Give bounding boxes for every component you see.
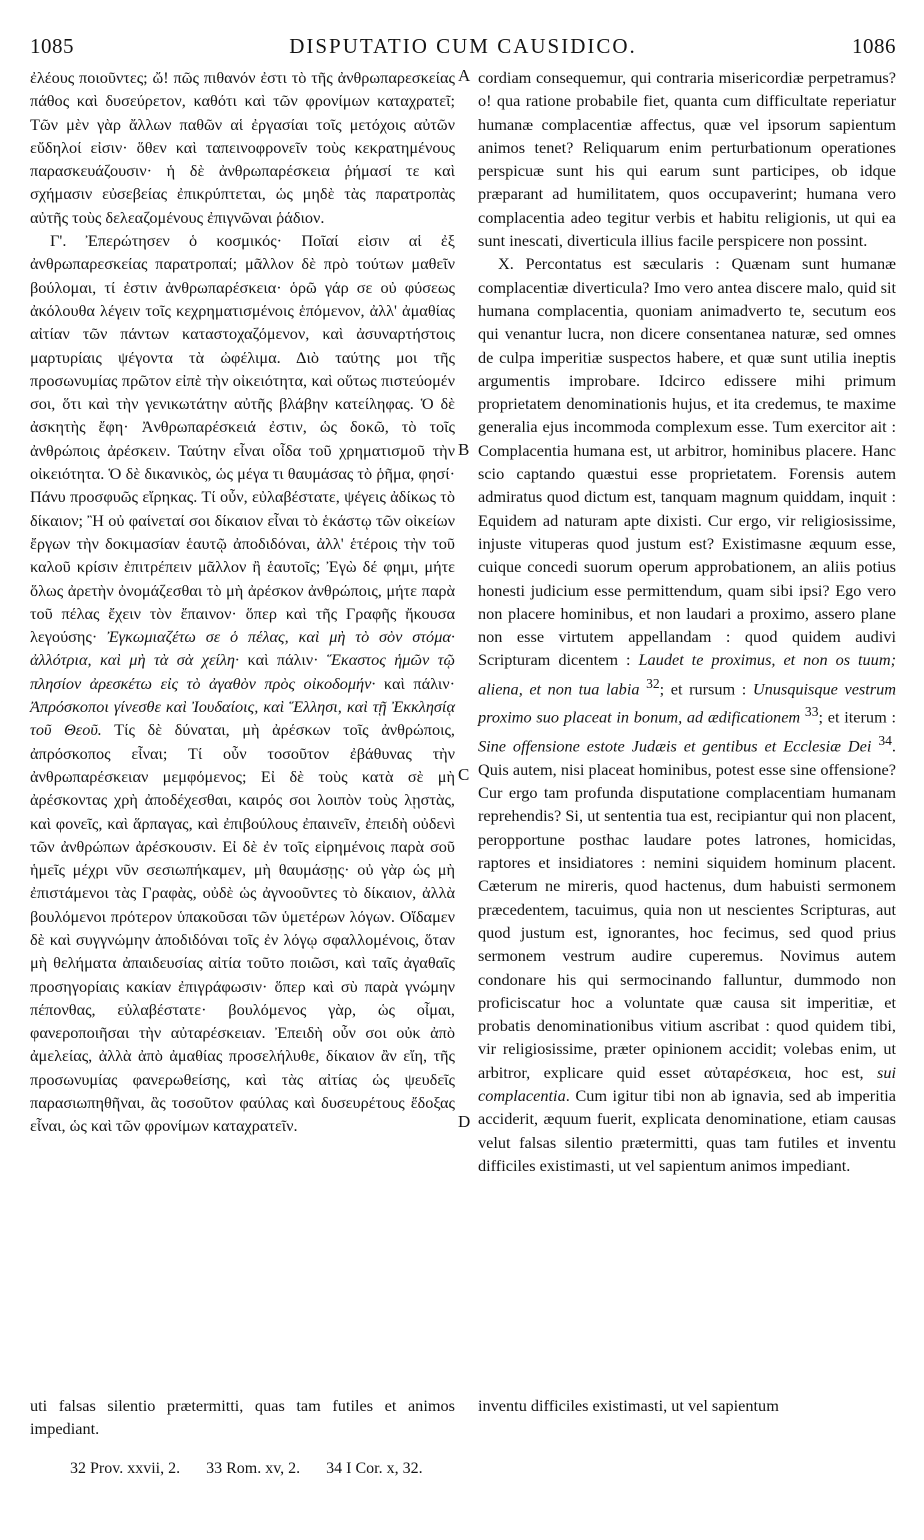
running-title: DISPUTATIO CUM CAUSIDICO. xyxy=(289,34,637,58)
greek-column xyxy=(30,66,455,1138)
latin-text: ; et rursum : xyxy=(659,679,747,699)
greek-quote: Ἀπρόσκοποι γίνεσθε καὶ Ἰουδαίοις, καὶ Ἕλλησι, καὶ τῇ Ἐκκλησίᾳ τοῦ Θεοῦ. xyxy=(30,697,455,740)
greek-text: καὶ πάλιν· xyxy=(247,650,319,670)
latin-paragraph-2 xyxy=(478,252,896,1177)
footnote-ref: 32 xyxy=(646,675,660,691)
bottom-latin-left: uti falsas silentio prætermitti, quas tam futiles et animos impediant. xyxy=(30,1396,455,1438)
page-number-right: 1086 xyxy=(852,34,896,58)
greek-text: Τίς δὲ δύναται, μὴ ἀρέσκων τοῖς ἀνθρώποις, ἀπρόσκοπος εἶναι; Τί οὖν τοσοῦτον ἐβάθυνας τὴν ἀνθρωπαρέσκειαν μεμφόμενος; Εἰ δὲ τοὺς κατὰ σὲ μὴ ἀρέσκοντας χρὴ ἀποδέχεσθαι, καιρός σοι λοιπὸν τοὺς λῃστὰς, καὶ φονεῖς, καὶ ἅρπαγας, καὶ ἐπιβούλους ἐπαινεῖν, ἐπειδὴ οὐδενὶ τῶν ἀνθρώπων ἀρέσκουσιν. Εἰ δὲ ἐν τοῖς εἰρημένοις παρὰ σοῦ ἡμεῖς μέχρι νῦν σεσιωπήκαμεν, μὴ θαυμάσῃς· οὐ γὰρ ὡς μὴ ἐπιστάμενοι τὰς Γραφὰς, οὐδὲ ὡς ἀγνοοῦντες τὸ δίκαιον, ἀλλὰ βουλόμενοι πρότερον ὑπακοῦσαι τῶν ὑμετέρων λόγων. Οἴδαμεν δὲ καὶ συγγνώμην ἀποδιδόναι τοῖς ἐν λόγῳ σφαλλομένοις, ὅταν μὴ θελήματα ἀπαιδευσίας αἰτία τοῦτο ποιῶσι, καὶ ταῖς ἀγαθαῖς προσηγορίαις κακίαν ἐπιγράφωσιν· ὅπερ καὶ σὺ παρὰ γνώμην πέπονθας, εὐλαβέστατε· βουλόμενος γὰρ, ὡς οἶμαι, φανεροποιῆσαι τὴν αὐταρέσκειαν. Ἐπειδὴ οὖν σοι οὐκ ἀπὸ ἀμελείας, ἀλλὰ ἀπὸ ἀμαθίας προσελήλυθε, δίκαιον ἂν εἴη, τῆς προσωνυμίας φανερωθείσης, καὶ τὰς αἰτίας ὡς ψευδεῖς παρασιωπηθῆναι, ἃς τοσοῦτον φαύλας καὶ δυσευρέτους ἔδοξας εἶναι, ὡς καὶ τῶν φρονίμων καταχρατεῖν. xyxy=(30,720,455,1136)
footnotes xyxy=(70,1460,445,1478)
greek-paragraph-1: ἐλέους ποιοῦντες; ὤ! πῶς πιθανόν ἐστι τὸ τῆς ἀνθρωπαρεσκείας πάθος καὶ δυσεύρετον, καθότι καὶ τῶν φρονίμων καταχρατεῖ; Τῶν μὲν γὰρ ἄλλων παθῶν αἱ ἐργασίαι τοῖς μετόχοις αὐτῶν εὔδηλοί εἰσιν· ὅθεν καὶ ταπεινοφρονεῖν τοὺς κεκρατημένους παρασκευάζουσιν· ἡ δὲ ἀνθρωπαρέσκεια ῥήμασί τε καὶ σχήμασιν εὐσεβείας ἐπικρύπτεται, ὡς μηδὲ τὰς παρατροπὰς αὐτῆς τοὺς δελεαζομένους ἐπιγνῶναι ῥάδιον. xyxy=(30,68,455,227)
latin-quote: Sine offensione estote Judæis et gentibus et Ecclesiæ Dei xyxy=(478,736,872,756)
latin-text: ; et iterum : xyxy=(818,707,896,727)
latin-text: . Cum igitur tibi non ab ignavia, sed ab imperitia acciderit, æquum fuerit, explicata denominatione, etiam causas velut falsas silentio prætermitti, quas tam futiles et inventu difficiles existimasti, ut vel sapientum animos impediant. xyxy=(478,1086,896,1175)
footnote-ref: 33 xyxy=(804,704,819,720)
greek-quote: Ἕκαστος ἡμῶν τῷ πλησίον ἀρεσκέτω εἰς τὸ ἀγαθὸν πρὸς οἰκοδομήν· xyxy=(30,650,456,693)
latin-text: X. Percontatus est sæcularis : Quænam sunt humanæ complacentiæ diverticula? Imo vero antea discere malo, quid sit humana complacentia, quoniam animadverto te, secutum eos qui venantur lucra, non dicere consentanea naturæ, sed omnes de culpa imperitiæ suspectos habere, et quæ sunt utilia ineptis argumentis improbare. Idcirco edissere mihi primum proprietatem denominationis hujus, et ita credemus, te maxime generalia ejus incommoda complexum esse. Tum exercitor ait : Complacentia humana est, ut arbitror, hominibus placere. Hanc scio captando quæstui esse proprietatem. Forensis autem admiratus quod dictum est, tanquam magnum quiddam, inquit : Equidem ad naturam apte dixisti. Cur ergo, vir religiosissime, injuste vituperas quod justum est? Existimasne æquum esse, cuique concedi suorum operum approbationem, an aliis potius honesti judicium esse permittendum, quam sibi ipsi? Ego vero non placere hominibus, et non laudari a proximo, assero plane non esse virtutem appellandam : quod quidem audivi Scripturam dicentem : xyxy=(478,254,896,670)
bottom-latin-right: inventu difficiles existimasti, ut vel sapientum xyxy=(478,1396,779,1415)
margin-marker: D xyxy=(458,1112,471,1131)
latin-column xyxy=(478,66,896,1177)
latin-paragraph-1: cordiam consequemur, qui contraria misericordiæ perpetramus? o! qua ratione probabile fiet, quanta cum difficultate reperiatur humanæ complacentiæ affectus, quæ vel ipsorum sapientum animos tenet? Reliquarum enim perturbationum operationes perspicuæ sunt his qui earum sunt participes, ob idque præparant ad humilitatem, quos occupaverint; humana vero complacentia adeo tegitur verbis et habitu religionis, ut qui ea sunt inescati, diverticula illius facile perspicere non possint. xyxy=(478,68,896,251)
margin-marker: A xyxy=(458,66,471,85)
latin-italic: sui complacentia xyxy=(478,1062,896,1106)
latin-quote: Laudet te proximus, et non os tuum; aliena, et non tua labia xyxy=(478,650,896,699)
footnote: 33 Rom. xv, 2. xyxy=(206,1460,301,1477)
footnote: 32 Prov. xxvii, 2. xyxy=(70,1460,181,1477)
greek-text: καὶ πάλιν· xyxy=(383,673,455,693)
page-number-left: 1085 xyxy=(30,34,74,58)
greek-quote: Ἐγκωμιαζέτω σε ὁ πέλας, καὶ μὴ τὸ σὸν στόμα· ἀλλότρια, καὶ μὴ τὰ σὰ χείλη· xyxy=(30,627,455,670)
footnote-ref: 34 xyxy=(878,733,892,749)
margin-marker: B xyxy=(458,440,470,459)
footnote: 34 I Cor. x, 32. xyxy=(326,1460,423,1477)
greek-text: Γ'. Ἐπερώτησεν ὁ κοσμικός· Ποῖαί εἰσιν αἱ ἐξ ἀνθρωπαρεσκείας παρατροπαί; μᾶλλον δὲ πρὸ τούτων μαθεῖν βούλομαι, τί ἐστιν ἀνθρωπαρέσκεια· ὁρῶ γάρ σε οὐ φύσεως ἀκόλουθα λέγειν τοῖς κεχρηματισμένοις ἑπόμενον, ἀλλ' ἀμαθίας αἰτίαν τῶν πάντων καταστοχαζόμενον, καὶ ἀσυναρτήστοις μαρτυρίαις ψέγοντα τὰ ὠφέλιμα. Διὸ ταύτης μοι τῆς προσωνυμίας πρῶτον εἰπὲ τὴν οἰκειότητα, καὶ οὕτως πιστεύομέν σοι, ὅτι καὶ τὴν γενικωτάτην αὐτῆς βλάβην κατείληφας. Ὁ δὲ ἀσκητὴς ἔφη· Ἀνθρωπαρέσκειά ἐστιν, ὡς δοκῶ, τὸ τοῖς ἀνθρώποις ἀρέσκειν. Ταύτην εἶναι οἶδα τοῦ χρηματισμοῦ τὴν οἰκειότητα. Ὁ δὲ δικανικὸς, ὡς μέγα τι θαυμάσας τὸ ῥῆμα, φησί· Πάνυ προσφυῶς εἴρηκας. Τί οὖν, εὐλαβέστατε, ψέγεις ἀδίκως τὸ δίκαιον; Ἢ οὐ φαίνεταί σοι δίκαιον εἶναι τὸ ἑκάστῳ τῶν οἰκείων ἔργων τὴν δοκιμασίαν ἑαυτῷ ἀποδιδόναι, ἀλλ' ἑτέροις τὴν τοῦ καλοῦ κρίσιν ἐπιτρέπειν μᾶλλον ἢ ἑαυτοῖς; Ἐγὼ δέ φημι, μήτε ὅλως ἀρετὴν ὀνομάζεσθαι τὸ μὴ ἀρέσκον ἀνθρώποις, μήτε παρὰ τοῦ πέλας ἔχειν τὸν ἔπαινον· ὅπερ καὶ τῆς Γραφῆς ἤκουσα λεγούσης· xyxy=(30,231,455,647)
latin-quote: Unusquisque vestrum proximo suo placeat in bonum, ad ædificationem xyxy=(478,679,897,727)
greek-paragraph-2 xyxy=(30,229,455,1138)
page-header xyxy=(30,34,896,62)
margin-marker: C xyxy=(458,765,470,784)
latin-text: . Quis autem, nisi placeat hominibus, potest esse sine offensione? Cur ergo tam profunda disputatione complacentiam humanam reprehendis? Si, ut sententia tua est, recipiantur qui non placent, peropportune posthac laudare potes latrones, homicidas, raptores et insidiatores : nemini siquidem hominum placent. Cæterum ne mireris, quod hactenus, dum habuisti sermonem præcedentem, tacuimus, quia non ut nescientes Scripturas, aut quod justum est, ignorantes, hoc fecimus, sed quod prius sermonem vestrum audire cuperemus. Novimus autem condonare his qui sermocinando falluntur, dummodo non proficiscatur hoc a voluntate quæ causa sit imperitiæ, et probatis denominationibus vitium ascribat : quod quidem tibi, vir religiosissime, præter opinionem accidit; volebas enim, ut arbitror, explicare quid esset αὐταρέσκεια, hoc est, xyxy=(478,736,896,1082)
